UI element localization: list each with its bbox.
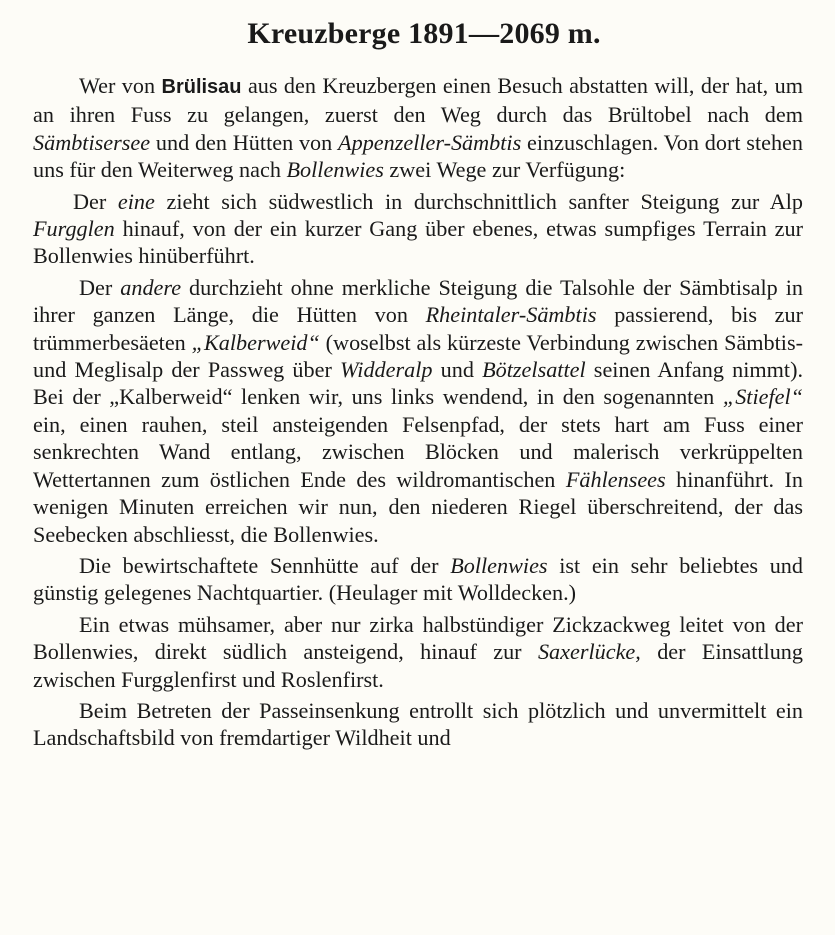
- document-body: [33, 72, 803, 752]
- italic-text: eine: [117, 188, 155, 214]
- text-run: Die bewirtschaftete Sennhütte auf der: [79, 552, 451, 578]
- text-run: zieht sich südwestlich in durchschnittlich sanfter Steigung zur Alp: [154, 188, 803, 214]
- italic-text: Furgglen: [33, 216, 115, 242]
- text-run: und: [432, 357, 483, 383]
- italic-text: Widderalp: [340, 357, 433, 383]
- italic-text: Bötzelsattel: [482, 357, 586, 383]
- text-run: ein, einen rauhen, steil ansteigenden Felsenpfad, der stets hart am Fuss einer senkrechten Wand entlang, zwischen Blöcken und malerisch verkrüppelten Wettertannen zum östlichen Ende des wildromantischen: [33, 411, 803, 492]
- italic-text: andere: [120, 274, 182, 300]
- text-run: Der: [73, 188, 118, 214]
- text-run: (woselbst als kürzeste Verbindung zwischen Sämbtis- und Meglisalp der Passweg über: [33, 329, 803, 383]
- text-run: Der: [79, 274, 121, 300]
- text-run: aus den Kreuzbergen einen Besuch abstatten will, der hat, um an ihren Fuss zu gelangen, zuerst den Weg durch das Brültobel nach dem: [33, 73, 803, 128]
- italic-text: „Stiefel“: [722, 384, 803, 410]
- text-run: ist ein sehr beliebtes und günstig gelegenes Nachtquartier. (Heulager mit Wolldecken.): [33, 552, 803, 606]
- italic-text: Rheintaler-Sämbtis: [425, 302, 597, 328]
- paragraph: [33, 552, 803, 607]
- text-run: Beim Betreten der Passeinsenkung entrollt sich plötzlich und unvermittelt ein Landschaftsbild von fremdartiger Wildheit und: [33, 697, 803, 751]
- document-page: [33, 0, 803, 752]
- italic-text: Saxerlücke,: [537, 639, 641, 665]
- text-run: und den Hütten von: [150, 129, 339, 155]
- paragraph: [33, 274, 803, 548]
- paragraph: [33, 72, 803, 184]
- text-run: hinauf, von der ein kurzer Gang über ebenes, etwas sumpfiges Terrain zur Bollenwies hinüberführt.: [33, 216, 803, 269]
- paragraph: [33, 697, 803, 752]
- text-run: der Einsattlung zwischen Furgglenfirst und Roslenfirst.: [33, 639, 803, 692]
- italic-text: „Kalberweid“: [191, 329, 320, 355]
- text-run: durchzieht ohne merkliche Steigung die Talsohle der Sämbtisalp in ihrer ganzen Länge, die Hütten von: [33, 274, 803, 328]
- italic-text: Fählensees: [565, 466, 666, 492]
- text-run: einzuschlagen. Von dort stehen uns für den Weiterweg nach: [33, 129, 803, 183]
- text-run: hinanführt. In wenigen Minuten erreichen wir nun, den niederen Riegel überschreitend, der das Seebecken abschliesst, die Bollenwies.: [33, 466, 803, 547]
- text-run: Ein etwas mühsamer, aber nur zirka halbstündiger Zickzackweg leitet von der Bollenwies, direkt südlich ansteigend, hinauf zur: [33, 611, 803, 665]
- paragraph: [33, 188, 803, 270]
- text-run: seinen Anfang nimmt). Bei der „Kalberweid“ lenken wir, uns links wendend, in den sogenannten: [33, 357, 804, 410]
- text-run: Wer von: [79, 73, 162, 98]
- italic-text: Appenzeller-Sämbtis: [338, 129, 522, 155]
- bold-text: Brülisau: [161, 76, 242, 98]
- text-run: zwei Wege zur Verfügung:: [383, 157, 626, 183]
- italic-text: Bollenwies: [286, 157, 384, 183]
- paragraph: [33, 611, 803, 693]
- page-title: Kreuzberge 1891––2069 m.: [247, 17, 601, 50]
- italic-text: Sämbtisersee: [33, 129, 151, 155]
- italic-text: Bollenwies: [450, 552, 548, 578]
- text-run: passierend, bis zur trümmerbesäeten: [33, 302, 803, 355]
